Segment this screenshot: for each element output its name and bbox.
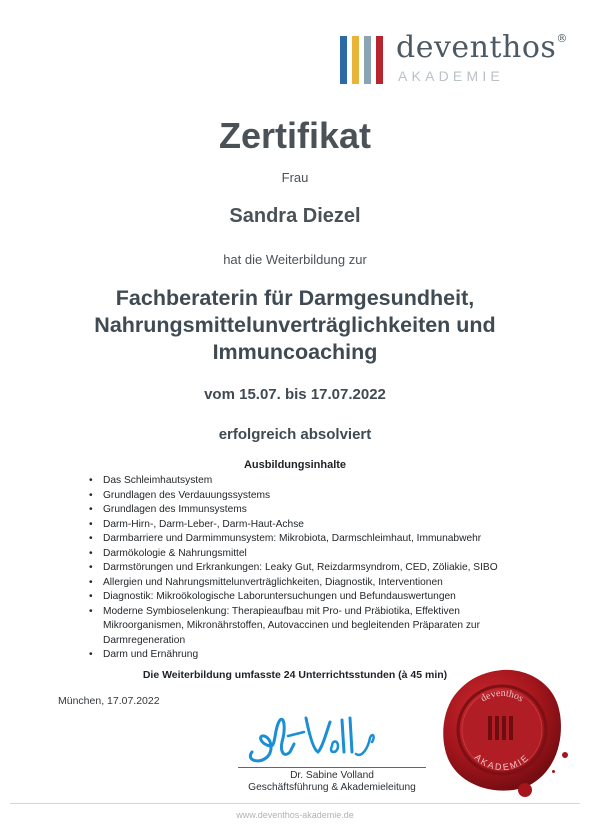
wax-seal [438,666,566,794]
salutation: Frau [281,170,309,185]
seal-bottom-text: AKADEMIE [472,751,532,773]
recipient-name: Sandra Diezel [229,205,361,227]
hours-note: Die Weiterbildung umfasste 24 Unterrichtsstunden (à 45 min) [142,669,448,681]
handwritten-signature [244,708,384,766]
place-date: München, 17.07.2022 [58,695,160,707]
result-text: erfolgreich absolviert [218,426,372,443]
date-range: vom 15.07. bis 17.07.2022 [204,386,386,403]
signer-block [232,770,432,794]
list-item: • Darm und Ernährung [88,648,538,663]
list-item: • Allergien und Nahrungsmittelunverträglichkeiten, Diagnostik, Interventionen [88,576,538,591]
seal-top-text: deventhos [478,687,526,705]
certificate-title: Zertifikat [218,115,372,156]
intro-text: hat die Weiterbildung zur [223,252,367,267]
contents-list [88,474,538,663]
list-item: • Darmstörungen und Erkrankungen: Leaky Gut, Reizdarmsyndrom, CED, Zöliakie, SIBO [88,561,538,576]
list-item: • Darm-Hirn-, Darm-Leber-, Darm-Haut-Achse [88,518,538,533]
deventhos-logo [340,30,570,90]
qualification-line: Immuncoaching [212,340,378,364]
logo-bars-icon [340,36,388,84]
list-item: • Diagnostik: Mikroökologische Laboruntersuchungen und Befundauswertungen [88,590,538,605]
list-item: • Das Schleimhautsystem [88,474,538,489]
signer-role: Geschäftsführung & Akademieleitung [248,782,416,793]
footer-divider [10,803,580,804]
qualification-line: Nahrungsmittelunverträglichkeiten und [94,313,496,337]
qualification-line: Fachberaterin für Darmgesundheit, [115,286,475,310]
footer-url: www.deventhos-akademie.de [236,810,354,820]
list-item: • Darmökologie & Nahrungsmittel [88,547,538,562]
logo-wordmark: deventhos [396,30,557,65]
qualification-title [0,285,590,366]
list-item: • Grundlagen des Verdauungssystems [88,489,538,504]
list-item: • Grundlagen des Immunsystems [88,503,538,518]
signature-line [238,767,426,768]
logo-subtitle: AKADEMIE [398,68,504,84]
list-item: • Moderne Symbioselenkung: Therapieaufbau mit Pro- und Präbiotika, Effektiven Mikroorganismen, Mikronährstoffen, Autovaccinen und begleitenden Präparaten zur Darmregeneration [88,605,538,649]
signer-name: Dr. Sabine Volland [290,770,374,781]
registered-mark: ® [556,32,568,45]
list-item: • Darmbarriere und Darmimmunsystem: Mikrobiota, Darmschleimhaut, Immunabwehr [88,532,538,547]
contents-heading: Ausbildungsinhalte [243,459,347,471]
